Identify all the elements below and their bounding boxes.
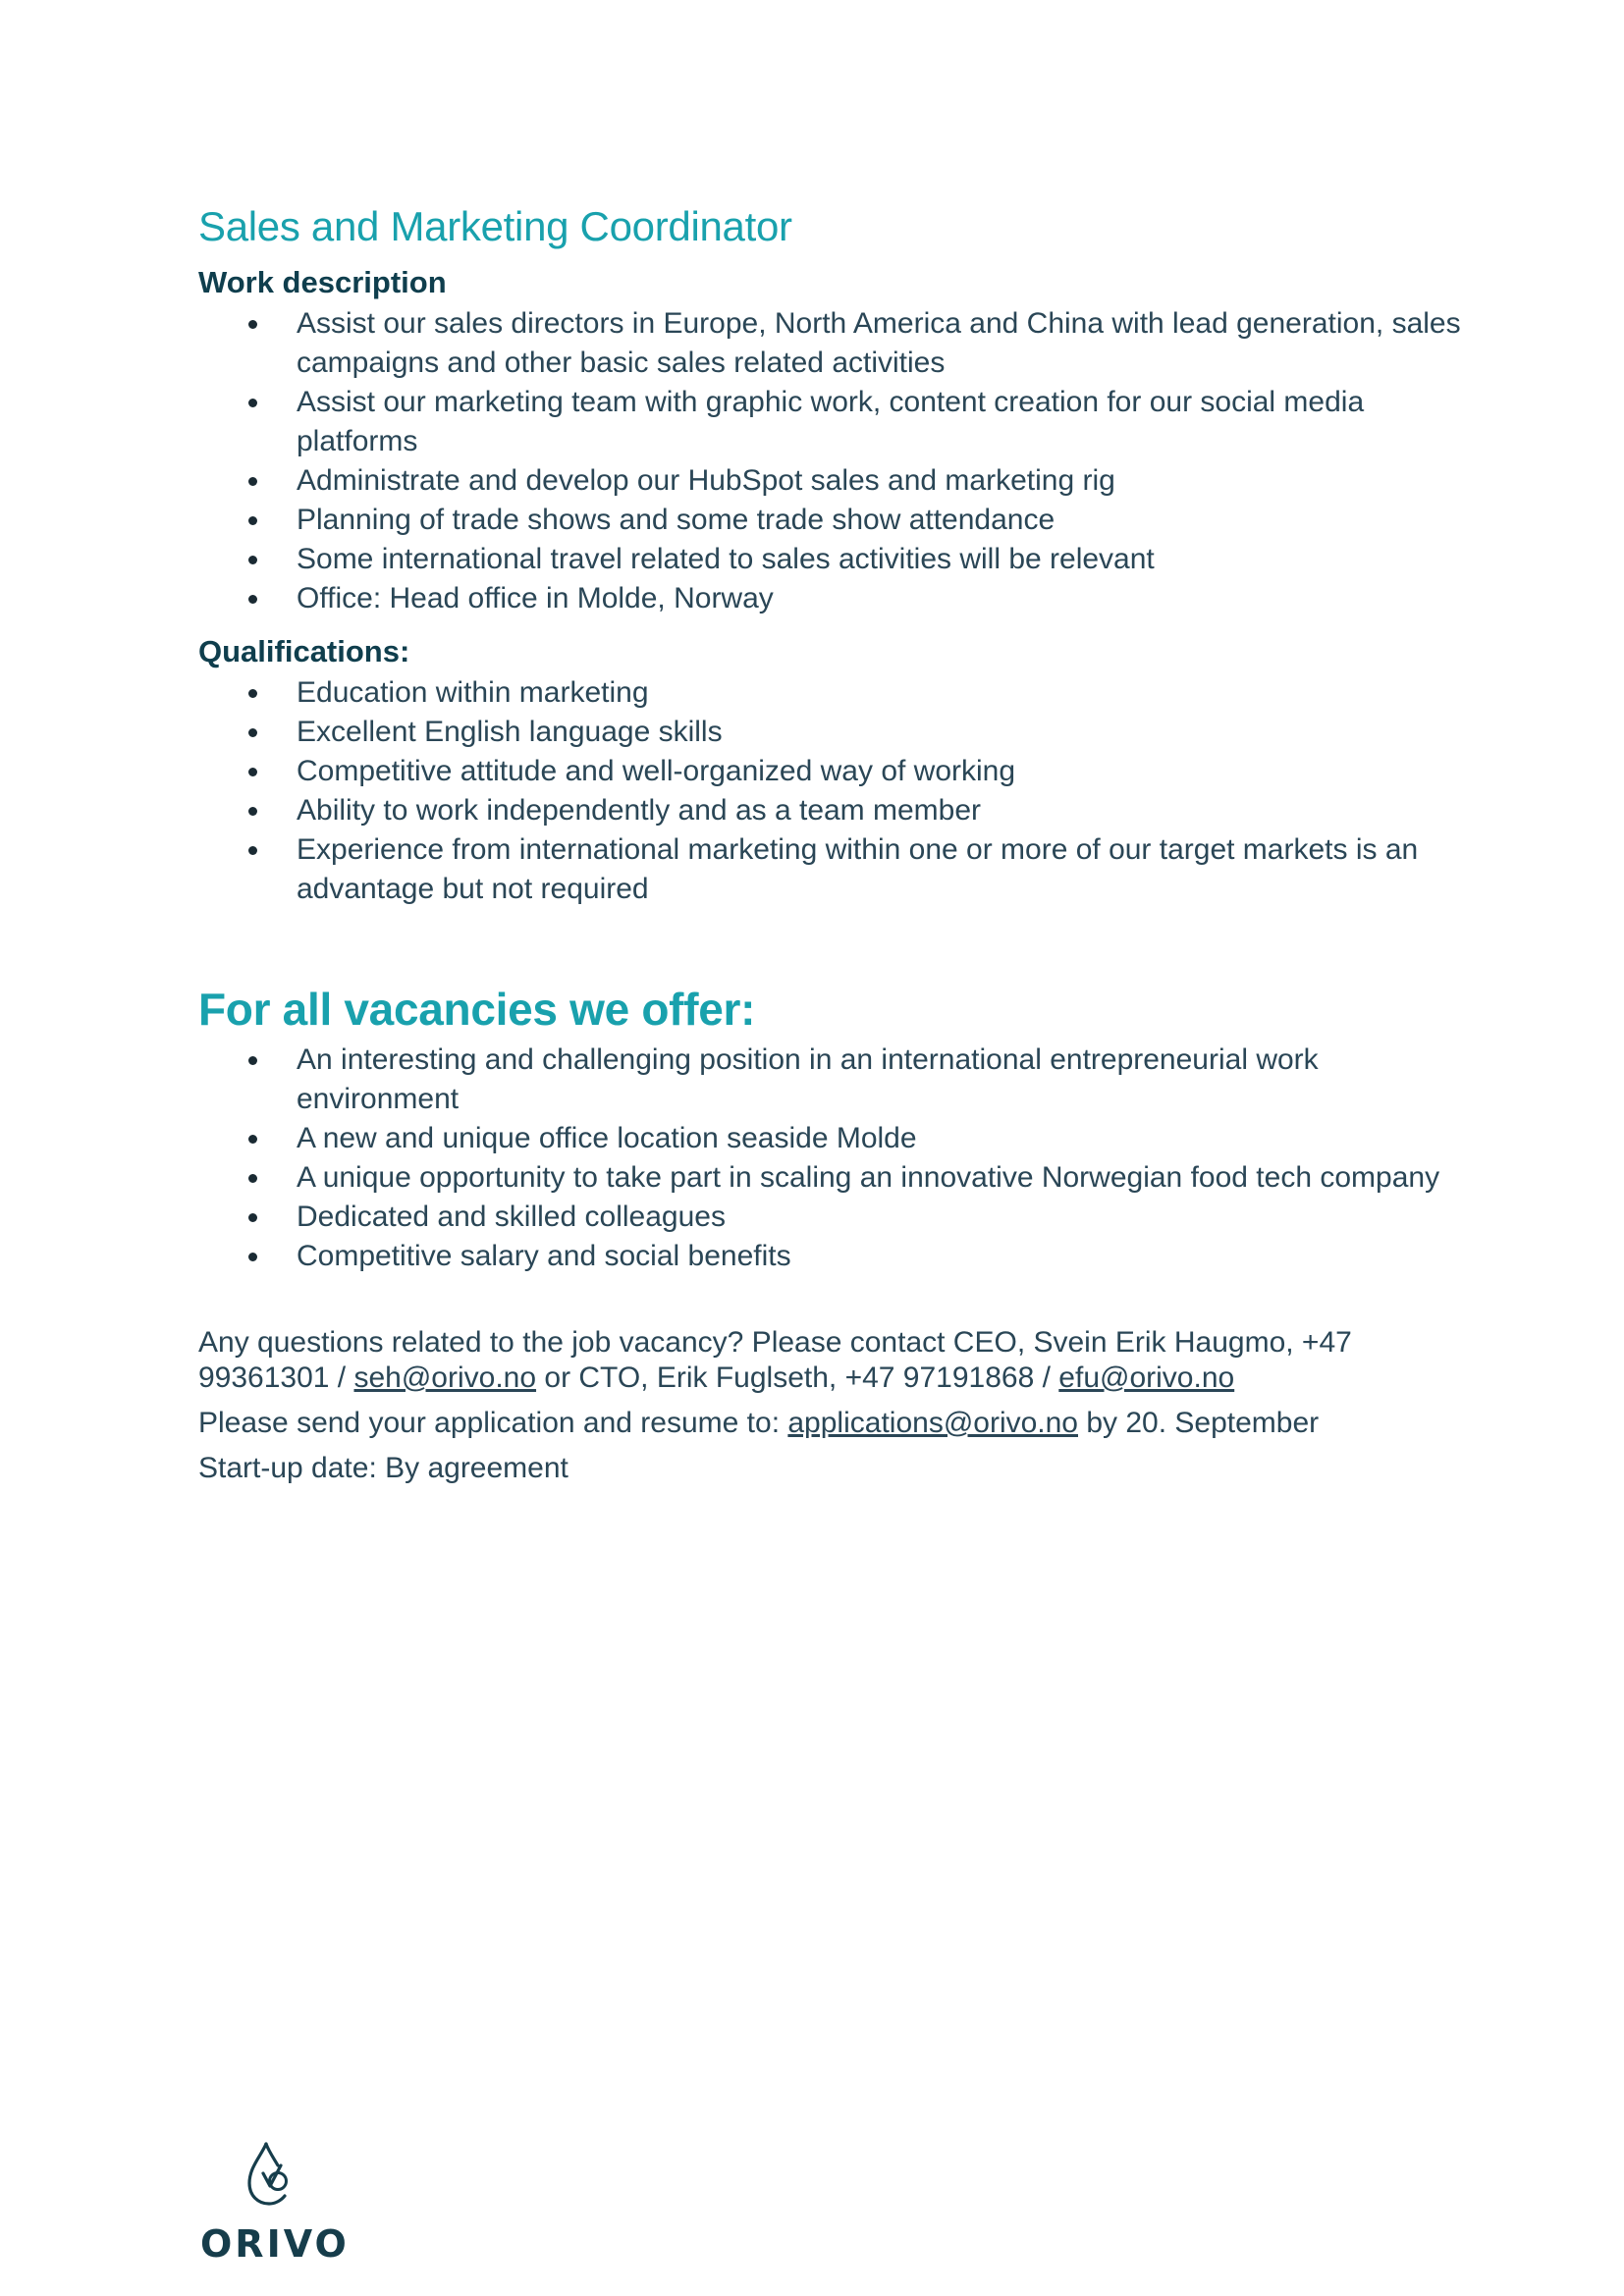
- job-title: Sales and Marketing Coordinator: [198, 203, 792, 249]
- orivo-logo: [200, 2140, 350, 2277]
- bullet-icon: [248, 1213, 257, 1222]
- bullet-icon: [248, 807, 257, 816]
- applications-email-link[interactable]: applications@orivo.no: [787, 1407, 1078, 1439]
- list-item: Education within marketing: [198, 673, 1475, 713]
- drop-check-icon: [242, 2140, 297, 2209]
- list-item: A new and unique office location seaside Molde: [198, 1119, 1475, 1158]
- ceo-email-link[interactable]: seh@orivo.no: [353, 1362, 537, 1394]
- work-description-heading: Work description: [198, 265, 447, 299]
- bullet-icon: [248, 320, 257, 329]
- list-item: Some international travel related to sales activities will be relevant: [198, 540, 1475, 579]
- list-item: Assist our marketing team with graphic work, content creation for our social media platforms: [198, 383, 1475, 461]
- bullet-icon: [248, 595, 257, 604]
- list-item: Administrate and develop our HubSpot sales and marketing rig: [198, 461, 1475, 501]
- offer-title: For all vacancies we offer:: [198, 984, 756, 1035]
- qualifications-heading: Qualifications:: [198, 634, 410, 668]
- offer-list: [198, 1041, 1475, 1276]
- bullet-icon: [248, 1253, 257, 1261]
- bullet-icon: [248, 1135, 257, 1144]
- document-content: [198, 192, 1475, 1486]
- bullet-icon: [248, 477, 257, 486]
- cto-email-link[interactable]: efu@orivo.no: [1058, 1362, 1235, 1394]
- contact-apply: Please send your application and resume to: applications@orivo.no by 20. September: [198, 1407, 1320, 1439]
- contact-section: [198, 1325, 1377, 1486]
- list-item: Assist our sales directors in Europe, North America and China with lead generation, sales campaigns and other basic sales related activities: [198, 304, 1475, 383]
- work-description-list: [198, 304, 1475, 618]
- list-item: Competitive attitude and well-organized way of working: [198, 752, 1475, 791]
- logo-wordmark: ORIVO: [200, 2222, 350, 2266]
- bullet-icon: [248, 768, 257, 776]
- list-item: Planning of trade shows and some trade show attendance: [198, 501, 1475, 540]
- list-item: Competitive salary and social benefits: [198, 1237, 1475, 1276]
- list-item: Dedicated and skilled colleagues: [198, 1198, 1475, 1237]
- list-item: Office: Head office in Molde, Norway: [198, 579, 1475, 618]
- startup-date: Start-up date: By agreement: [198, 1452, 568, 1484]
- bullet-icon: [248, 399, 257, 407]
- bullet-icon: [248, 689, 257, 698]
- bullet-icon: [248, 846, 257, 855]
- bullet-icon: [248, 1056, 257, 1065]
- list-item: An interesting and challenging position in an international entrepreneurial work environment: [198, 1041, 1475, 1119]
- bullet-icon: [248, 556, 257, 564]
- bullet-icon: [248, 1174, 257, 1183]
- list-item: Experience from international marketing within one or more of our target markets is an advantage but not required: [198, 830, 1475, 909]
- list-item: Ability to work independently and as a team member: [198, 791, 1475, 830]
- list-item: A unique opportunity to take part in scaling an innovative Norwegian food tech company: [198, 1158, 1475, 1198]
- bullet-icon: [248, 516, 257, 525]
- contact-questions: Any questions related to the job vacancy? Please contact CEO, Svein Erik Haugmo, +47 99361301 / seh@orivo.no or CTO, Erik Fuglseth, +47 97191868 / efu@orivo.no: [198, 1326, 1352, 1394]
- bullet-icon: [248, 728, 257, 737]
- qualifications-list: [198, 673, 1475, 909]
- list-item: Excellent English language skills: [198, 713, 1475, 752]
